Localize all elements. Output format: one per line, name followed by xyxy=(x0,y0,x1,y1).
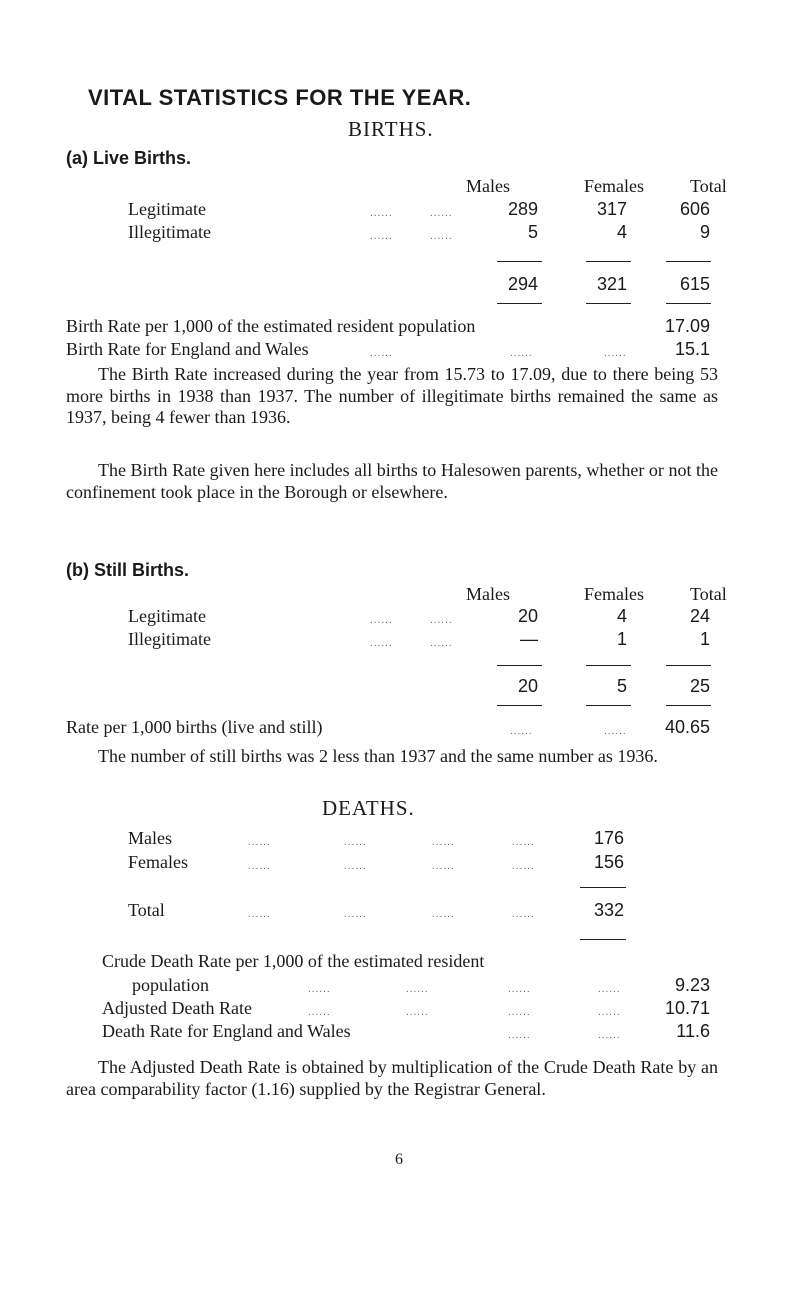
still-subtotal-rule-total xyxy=(666,665,711,666)
live-col-total: Total xyxy=(690,176,727,196)
deaths-females-value: 156 xyxy=(593,852,624,872)
leader-dots: ...... xyxy=(344,861,367,872)
still-row-illegitimate-label: Illegitimate xyxy=(128,629,211,649)
live-illegitimate-males: 5 xyxy=(527,222,538,242)
still-rate-label: Rate per 1,000 births (live and still) xyxy=(66,717,323,737)
live-births-label: (a) Live Births. xyxy=(66,148,192,168)
leader-dots: ...... xyxy=(598,1030,621,1041)
leader-dots: ...... xyxy=(430,208,453,219)
still-legitimate-males: 20 xyxy=(517,606,538,626)
still-rate-value: 40.65 xyxy=(664,717,710,737)
live-row-legitimate-label: Legitimate xyxy=(128,199,206,219)
leader-dots: ...... xyxy=(510,726,533,737)
adjusted-death-rate-label: Adjusted Death Rate xyxy=(102,998,252,1018)
live-subtotal-rule-total xyxy=(666,261,711,262)
deaths-males-label: Males xyxy=(128,828,172,848)
deaths-paragraph: The Adjusted Death Rate is obtained by multiplication of the Crude Death Rate by an area comparability factor (1.16) supplied by the Registrar General. xyxy=(66,1057,718,1099)
leader-dots: ...... xyxy=(248,837,271,848)
still-illegitimate-females: 1 xyxy=(616,629,627,649)
still-births-label: (b) Still Births. xyxy=(66,560,189,580)
leader-dots: ...... xyxy=(512,837,535,848)
leader-dots: ...... xyxy=(370,208,393,219)
live-col-females: Females xyxy=(584,176,644,196)
still-col-females: Females xyxy=(584,584,644,604)
birth-rate-value: 17.09 xyxy=(664,316,710,336)
leader-dots: ...... xyxy=(370,615,393,626)
leader-dots: ...... xyxy=(508,984,531,995)
leader-dots: ...... xyxy=(430,638,453,649)
deaths-total-value: 332 xyxy=(593,900,624,920)
deaths-subtotal-rule xyxy=(580,887,626,888)
live-illegitimate-total: 9 xyxy=(699,222,710,242)
leader-dots: ...... xyxy=(432,837,455,848)
leader-dots: ...... xyxy=(598,1007,621,1018)
deaths-total-rule xyxy=(580,939,626,940)
deaths-heading: DEATHS. xyxy=(322,796,415,820)
leader-dots: ...... xyxy=(432,909,455,920)
still-total-females: 5 xyxy=(616,676,627,696)
births-paragraph-1: The Birth Rate increased during the year from 15.73 to 17.09, due to there being 53 more births in 1938 than 1937. The number of illegitimate births remained the same as 1937, being 4 fewer than 1936. xyxy=(66,364,718,427)
leader-dots: ...... xyxy=(430,231,453,242)
live-legitimate-total: 606 xyxy=(679,199,710,219)
still-total-rule-total xyxy=(666,705,711,706)
still-col-total: Total xyxy=(690,584,727,604)
deaths-females-label: Females xyxy=(128,852,188,872)
leader-dots: ...... xyxy=(430,615,453,626)
crude-death-rate-label-cont: population xyxy=(132,975,209,995)
leader-dots: ...... xyxy=(432,861,455,872)
death-rate-ew-value: 11.6 xyxy=(676,1021,710,1041)
births-paragraph-2: The Birth Rate given here includes all births to Halesowen parents, whether or not the confinement took place in the Borough or elsewhere. xyxy=(66,460,718,502)
birth-rate-label: Birth Rate per 1,000 of the estimated resident population xyxy=(66,316,476,336)
leader-dots: ...... xyxy=(248,861,271,872)
deaths-total-label: Total xyxy=(128,900,165,920)
adjusted-death-rate-value: 10.71 xyxy=(664,998,710,1018)
still-row-legitimate-label: Legitimate xyxy=(128,606,206,626)
births-heading: BIRTHS. xyxy=(348,117,434,141)
still-total-males: 20 xyxy=(517,676,538,696)
crude-death-rate-label: Crude Death Rate per 1,000 of the estimated resident xyxy=(102,951,485,971)
still-total-total: 25 xyxy=(689,676,710,696)
leader-dots: ...... xyxy=(370,348,393,359)
deaths-males-value: 176 xyxy=(593,828,624,848)
death-rate-ew-label: Death Rate for England and Wales xyxy=(102,1021,351,1041)
live-total-females: 321 xyxy=(596,274,627,294)
live-legitimate-males: 289 xyxy=(507,199,538,219)
still-subtotal-rule-females xyxy=(586,665,631,666)
live-illegitimate-females: 4 xyxy=(616,222,627,242)
page-number: 6 xyxy=(395,1151,403,1168)
birth-rate-ew-label: Birth Rate for England and Wales xyxy=(66,339,309,359)
leader-dots: ...... xyxy=(308,1007,331,1018)
still-illegitimate-males: — xyxy=(520,629,538,649)
still-illegitimate-total: 1 xyxy=(699,629,710,649)
still-total-rule-males xyxy=(497,705,542,706)
leader-dots: ...... xyxy=(510,348,533,359)
crude-death-rate-value: 9.23 xyxy=(674,975,710,995)
live-total-rule-males xyxy=(497,303,542,304)
still-col-males: Males xyxy=(466,584,510,604)
leader-dots: ...... xyxy=(344,909,367,920)
leader-dots: ...... xyxy=(604,726,627,737)
still-legitimate-total: 24 xyxy=(689,606,710,626)
leader-dots: ...... xyxy=(406,984,429,995)
live-total-total: 615 xyxy=(679,274,710,294)
birth-rate-ew-value: 15.1 xyxy=(674,339,710,359)
still-legitimate-females: 4 xyxy=(616,606,627,626)
leader-dots: ...... xyxy=(512,909,535,920)
still-total-rule-females xyxy=(586,705,631,706)
leader-dots: ...... xyxy=(370,231,393,242)
still-subtotal-rule-males xyxy=(497,665,542,666)
leader-dots: ...... xyxy=(598,984,621,995)
leader-dots: ...... xyxy=(308,984,331,995)
leader-dots: ...... xyxy=(508,1030,531,1041)
live-row-illegitimate-label: Illegitimate xyxy=(128,222,211,242)
leader-dots: ...... xyxy=(248,909,271,920)
live-total-rule-females xyxy=(586,303,631,304)
leader-dots: ...... xyxy=(406,1007,429,1018)
live-legitimate-females: 317 xyxy=(596,199,627,219)
leader-dots: ...... xyxy=(344,837,367,848)
live-subtotal-rule-males xyxy=(497,261,542,262)
leader-dots: ...... xyxy=(508,1007,531,1018)
live-total-males: 294 xyxy=(507,274,538,294)
page-title: VITAL STATISTICS FOR THE YEAR. xyxy=(88,85,472,110)
leader-dots: ...... xyxy=(370,638,393,649)
leader-dots: ...... xyxy=(604,348,627,359)
live-total-rule-total xyxy=(666,303,711,304)
still-births-paragraph: The number of still births was 2 less than 1937 and the same number as 1936. xyxy=(98,746,658,766)
live-col-males: Males xyxy=(466,176,510,196)
leader-dots: ...... xyxy=(512,861,535,872)
live-subtotal-rule-females xyxy=(586,261,631,262)
